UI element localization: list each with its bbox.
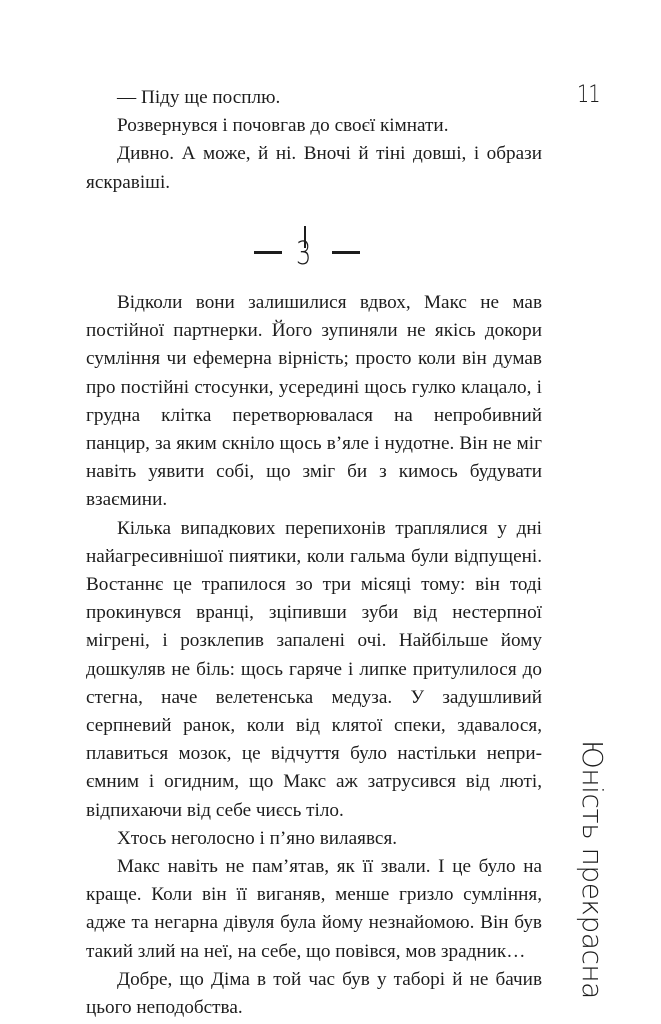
paragraph: Макс навіть не пам’ятав, як її звали. І це було на краще. Коли він її виганяв, менше гризло сумління, адже та негарна дівуля була йому незнайомою. Він був такий злий на неї, на себе, що повівся, мов зрадник… [86, 856, 542, 962]
page-number: 11 [577, 80, 600, 108]
paragraph: Дивно. А може, й ні. Вночі й тіні довші, і образи яскравіші. [86, 143, 542, 193]
running-title-text: Юність прекрасна [576, 740, 609, 999]
chapter-text-block [86, 289, 542, 1022]
chapter-number: 3 [296, 234, 312, 272]
paragraph: Хтось неголосно і п’яно вилаявся. [117, 827, 398, 849]
chapter-marker [250, 218, 362, 274]
chapter-dash-left [254, 251, 282, 254]
chapter-dash-right [332, 251, 360, 254]
running-title [575, 740, 615, 999]
paragraph: — Піду ще посплю. [117, 87, 281, 108]
paragraph: Відколи вони залишилися вдвох, Макс не мав постійної партнерки. Його зупиняли не якісь докори сумління чи ефемерна вірність; просто коли він думав про постійні стосунки, усередині щось гулко клацало, і грудна клітка перетворювалася на непробивний панцир, за яким скніло щось в’яле і нудотне. Він не міг навіть уявити собі, що зміг би з кимось будувати взаємини. [86, 292, 542, 511]
paragraph: Добре, що Діма в той час був у таборі й не бачив цього неподобства. [86, 968, 542, 1019]
paragraph: Розвернувся і почовгав до своєї кімнати. [117, 115, 449, 137]
top-text-block [86, 84, 542, 197]
paragraph: Кілька випадкових перепихонів траплялися у дні найагресивнішої пиятики, коли гальма були відпущені. Востаннє це трапилося зо три місяці тому: він тоді прокинувся вранці, зціпивши зуби від нестерпної мігрені, і розклепив запалені очі. Найбільше йому дошкуляв не біль: щось гаряче і липке притулилося до стегна, наче велетенська медуза. У задушливий серпневий ранок, коли від клятої спеки, здавалося, плавиться мозок, це відчуття було настільки неприємним і огидним, що Макс аж затрусився від люті, відпихаючи від себе чиєсь тіло. [86, 517, 542, 821]
